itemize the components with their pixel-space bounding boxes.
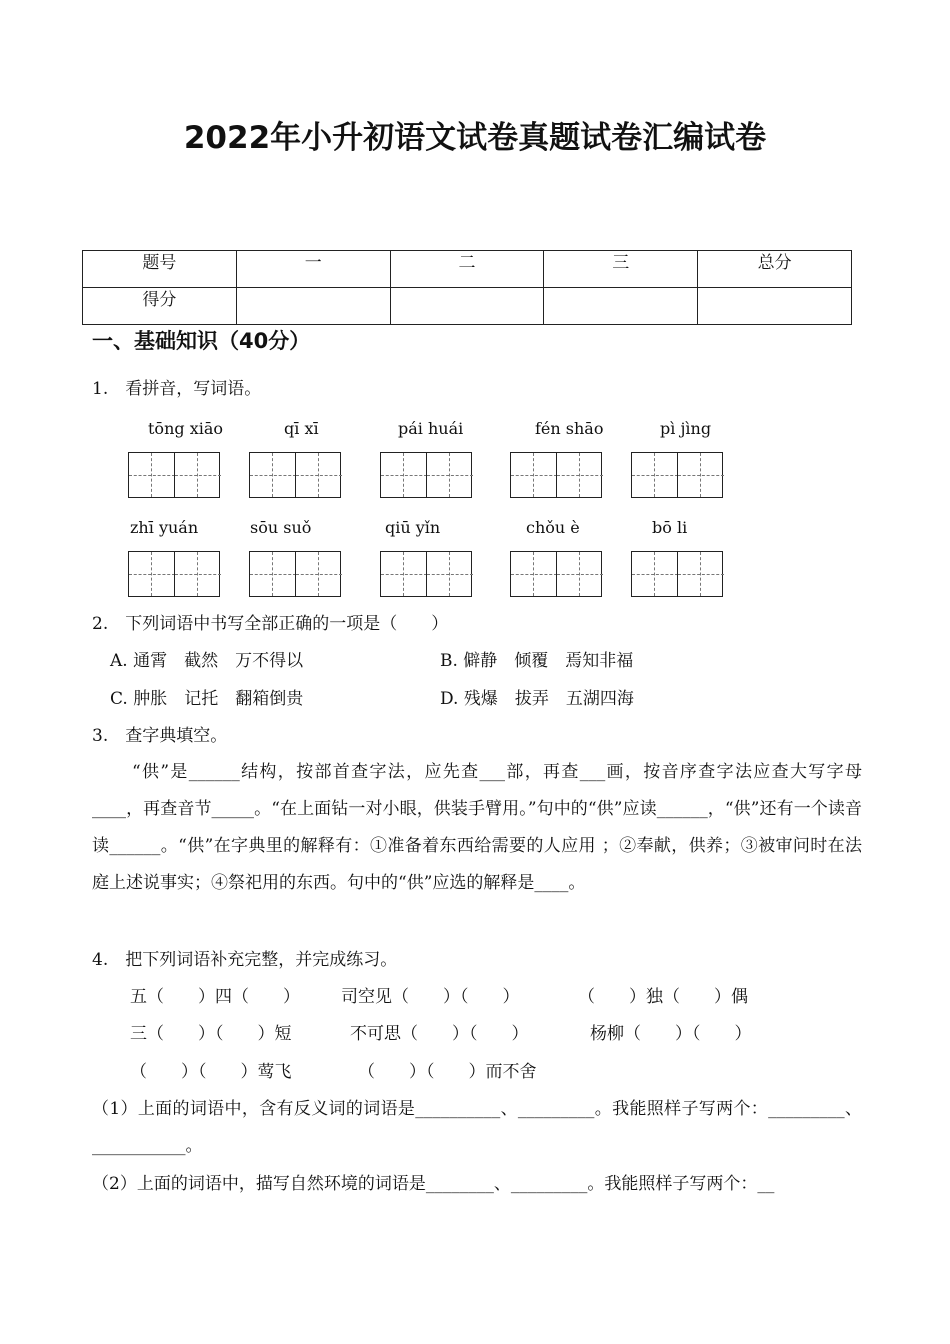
score-row-label: 得分: [83, 288, 237, 325]
score-input-cell[interactable]: [390, 288, 544, 325]
pinyin-label: pái huái: [398, 419, 464, 438]
q2-option[interactable]: A. 通霄 截然 万不得以: [110, 651, 304, 671]
q4-sub-question: （1）上面的词语中，含有反义词的词语是__________、_________。我能照样子写两个：_________、___________。: [92, 1099, 862, 1156]
idiom-blank[interactable]: 五（ ）四（ ）: [130, 987, 300, 1007]
score-header-cell: 三: [544, 251, 698, 288]
score-header-cell: 总分: [698, 251, 852, 288]
idiom-blank[interactable]: （ ）（ ）莺飞: [130, 1062, 292, 1082]
pinyin-label: zhī yuán: [130, 518, 199, 537]
score-header-cell: 一: [236, 251, 390, 288]
pinyin-label: qiū yǐn: [385, 518, 441, 537]
idiom-blank[interactable]: （ ）独（ ）偶: [578, 987, 748, 1007]
writing-grid[interactable]: [249, 551, 341, 597]
score-table-score-row: [83, 288, 852, 325]
page-title: 2022年小升初语文试卷真题试卷汇编试卷: [183, 120, 767, 156]
q4-stem: 4. 把下列词语补充完整，并完成练习。: [92, 950, 398, 970]
writing-grid[interactable]: [631, 551, 723, 597]
writing-grid[interactable]: [380, 551, 472, 597]
score-input-cell[interactable]: [544, 288, 698, 325]
pinyin-label: bō li: [652, 518, 688, 537]
idiom-blank[interactable]: 司空见（ ）（ ）: [341, 987, 520, 1007]
pinyin-label: pì jìng: [660, 419, 712, 438]
idiom-blank[interactable]: （ ）（ ）而不舍: [358, 1062, 537, 1082]
writing-grid[interactable]: [510, 551, 602, 597]
score-input-cell[interactable]: [236, 288, 390, 325]
q2-option[interactable]: C. 肿胀 记托 翻箱倒贵: [110, 689, 304, 709]
score-header-cell: 二: [390, 251, 544, 288]
writing-grid[interactable]: [380, 452, 472, 498]
score-table-header-row: [83, 251, 852, 288]
q2-option[interactable]: B. 僻静 倾覆 焉知非福: [440, 651, 634, 671]
q4-sub-question: （2）上面的词语中，描写自然环境的词语是________、_________。我能照样子写两个：__: [92, 1174, 775, 1194]
writing-grid[interactable]: [128, 551, 220, 597]
writing-grid[interactable]: [631, 452, 723, 498]
idiom-blank[interactable]: 不可思（ ）（ ）: [350, 1024, 529, 1044]
q1-stem: 1. 看拼音，写词语。: [92, 379, 262, 399]
writing-grid[interactable]: [510, 452, 602, 498]
q3-stem: 3. 查字典填空。: [92, 726, 228, 746]
pinyin-label: qī xī: [284, 419, 319, 438]
idiom-blank[interactable]: 杨柳（ ）（ ）: [590, 1024, 752, 1044]
pinyin-label: tōng xiāo: [148, 419, 224, 438]
pinyin-label: sōu suǒ: [250, 518, 312, 537]
score-input-cell[interactable]: [698, 288, 852, 325]
writing-grid[interactable]: [128, 452, 220, 498]
section-heading: 一、基础知识（40分）: [92, 329, 311, 353]
q2-option[interactable]: D. 残爆 拔弄 五湖四海: [440, 689, 634, 709]
writing-grid[interactable]: [249, 452, 341, 498]
q3-body: “供”是______结构，按部首查字法，应先查___部，再查___画，按音序查字法应查大写字母____，再查音节_____。“在上面钻一对小眼，供装手臂用。”句中的“供”应读______，“供”还有一个读音读______。“供”在字典里的解释有：①准备着东西给需要的人应用 ；②奉献，供养；③被审问时在法庭上述说事实；④祭祀用的东西。句中的“供”应选的解释是____。: [92, 762, 862, 893]
pinyin-label: fén shāo: [535, 419, 604, 438]
idiom-blank[interactable]: 三（ ）（ ）短: [130, 1024, 292, 1044]
pinyin-label: chǒu è: [526, 518, 580, 537]
score-table: [82, 250, 852, 325]
q2-stem: 2. 下列词语中书写全部正确的一项是（ ）: [92, 614, 449, 634]
score-header-cell: 题号: [83, 251, 237, 288]
